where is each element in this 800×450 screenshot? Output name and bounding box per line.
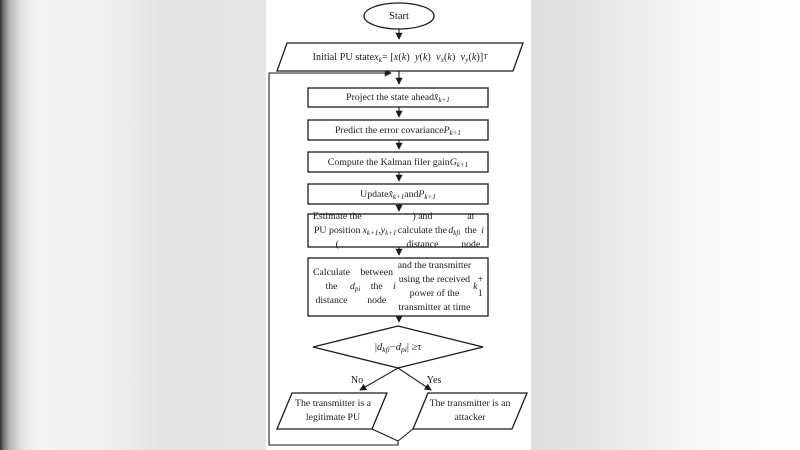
gain-label: Compute the Kalman filer gain $G_{k+1}$ — [327, 156, 469, 169]
estimate-label: Estimate the PU position ( $x_{k+1}$ , $y_{k+1}$ ) and calculate the distance $d_{kfi}$ at the node i — [312, 210, 484, 250]
predict-label: Predict the error covariance $P_{k+1}$ — [335, 124, 461, 137]
yes-branch-label: Yes — [426, 375, 442, 386]
start-label: Start — [389, 10, 409, 22]
init-state-label: Initial PU state $x_k$ = [ x ( k ) y ( k ) $v_x$ ( k ) $v_y$ ( k )] T — [312, 51, 488, 64]
legitimate-label: The transmitter is a legitimate PU — [295, 398, 371, 423]
no-branch-label: No — [350, 375, 364, 386]
calculate-label: Calculate the distance $d_{pi}$ between the node i and the transmitter using the received power of the transmitter at time k + 1 — [313, 260, 483, 313]
decision-label: | $d_{kfi}$ − $d_{pi}$ | ≥ τ — [374, 341, 422, 354]
attacker-label: The transmitter is an attacker — [429, 398, 511, 423]
update-label: Update $x̂_{k+1}$ and $P_{k+1}$ — [360, 188, 436, 201]
project-label: Project the state ahead $x̂_{k+1}$ — [346, 92, 450, 104]
